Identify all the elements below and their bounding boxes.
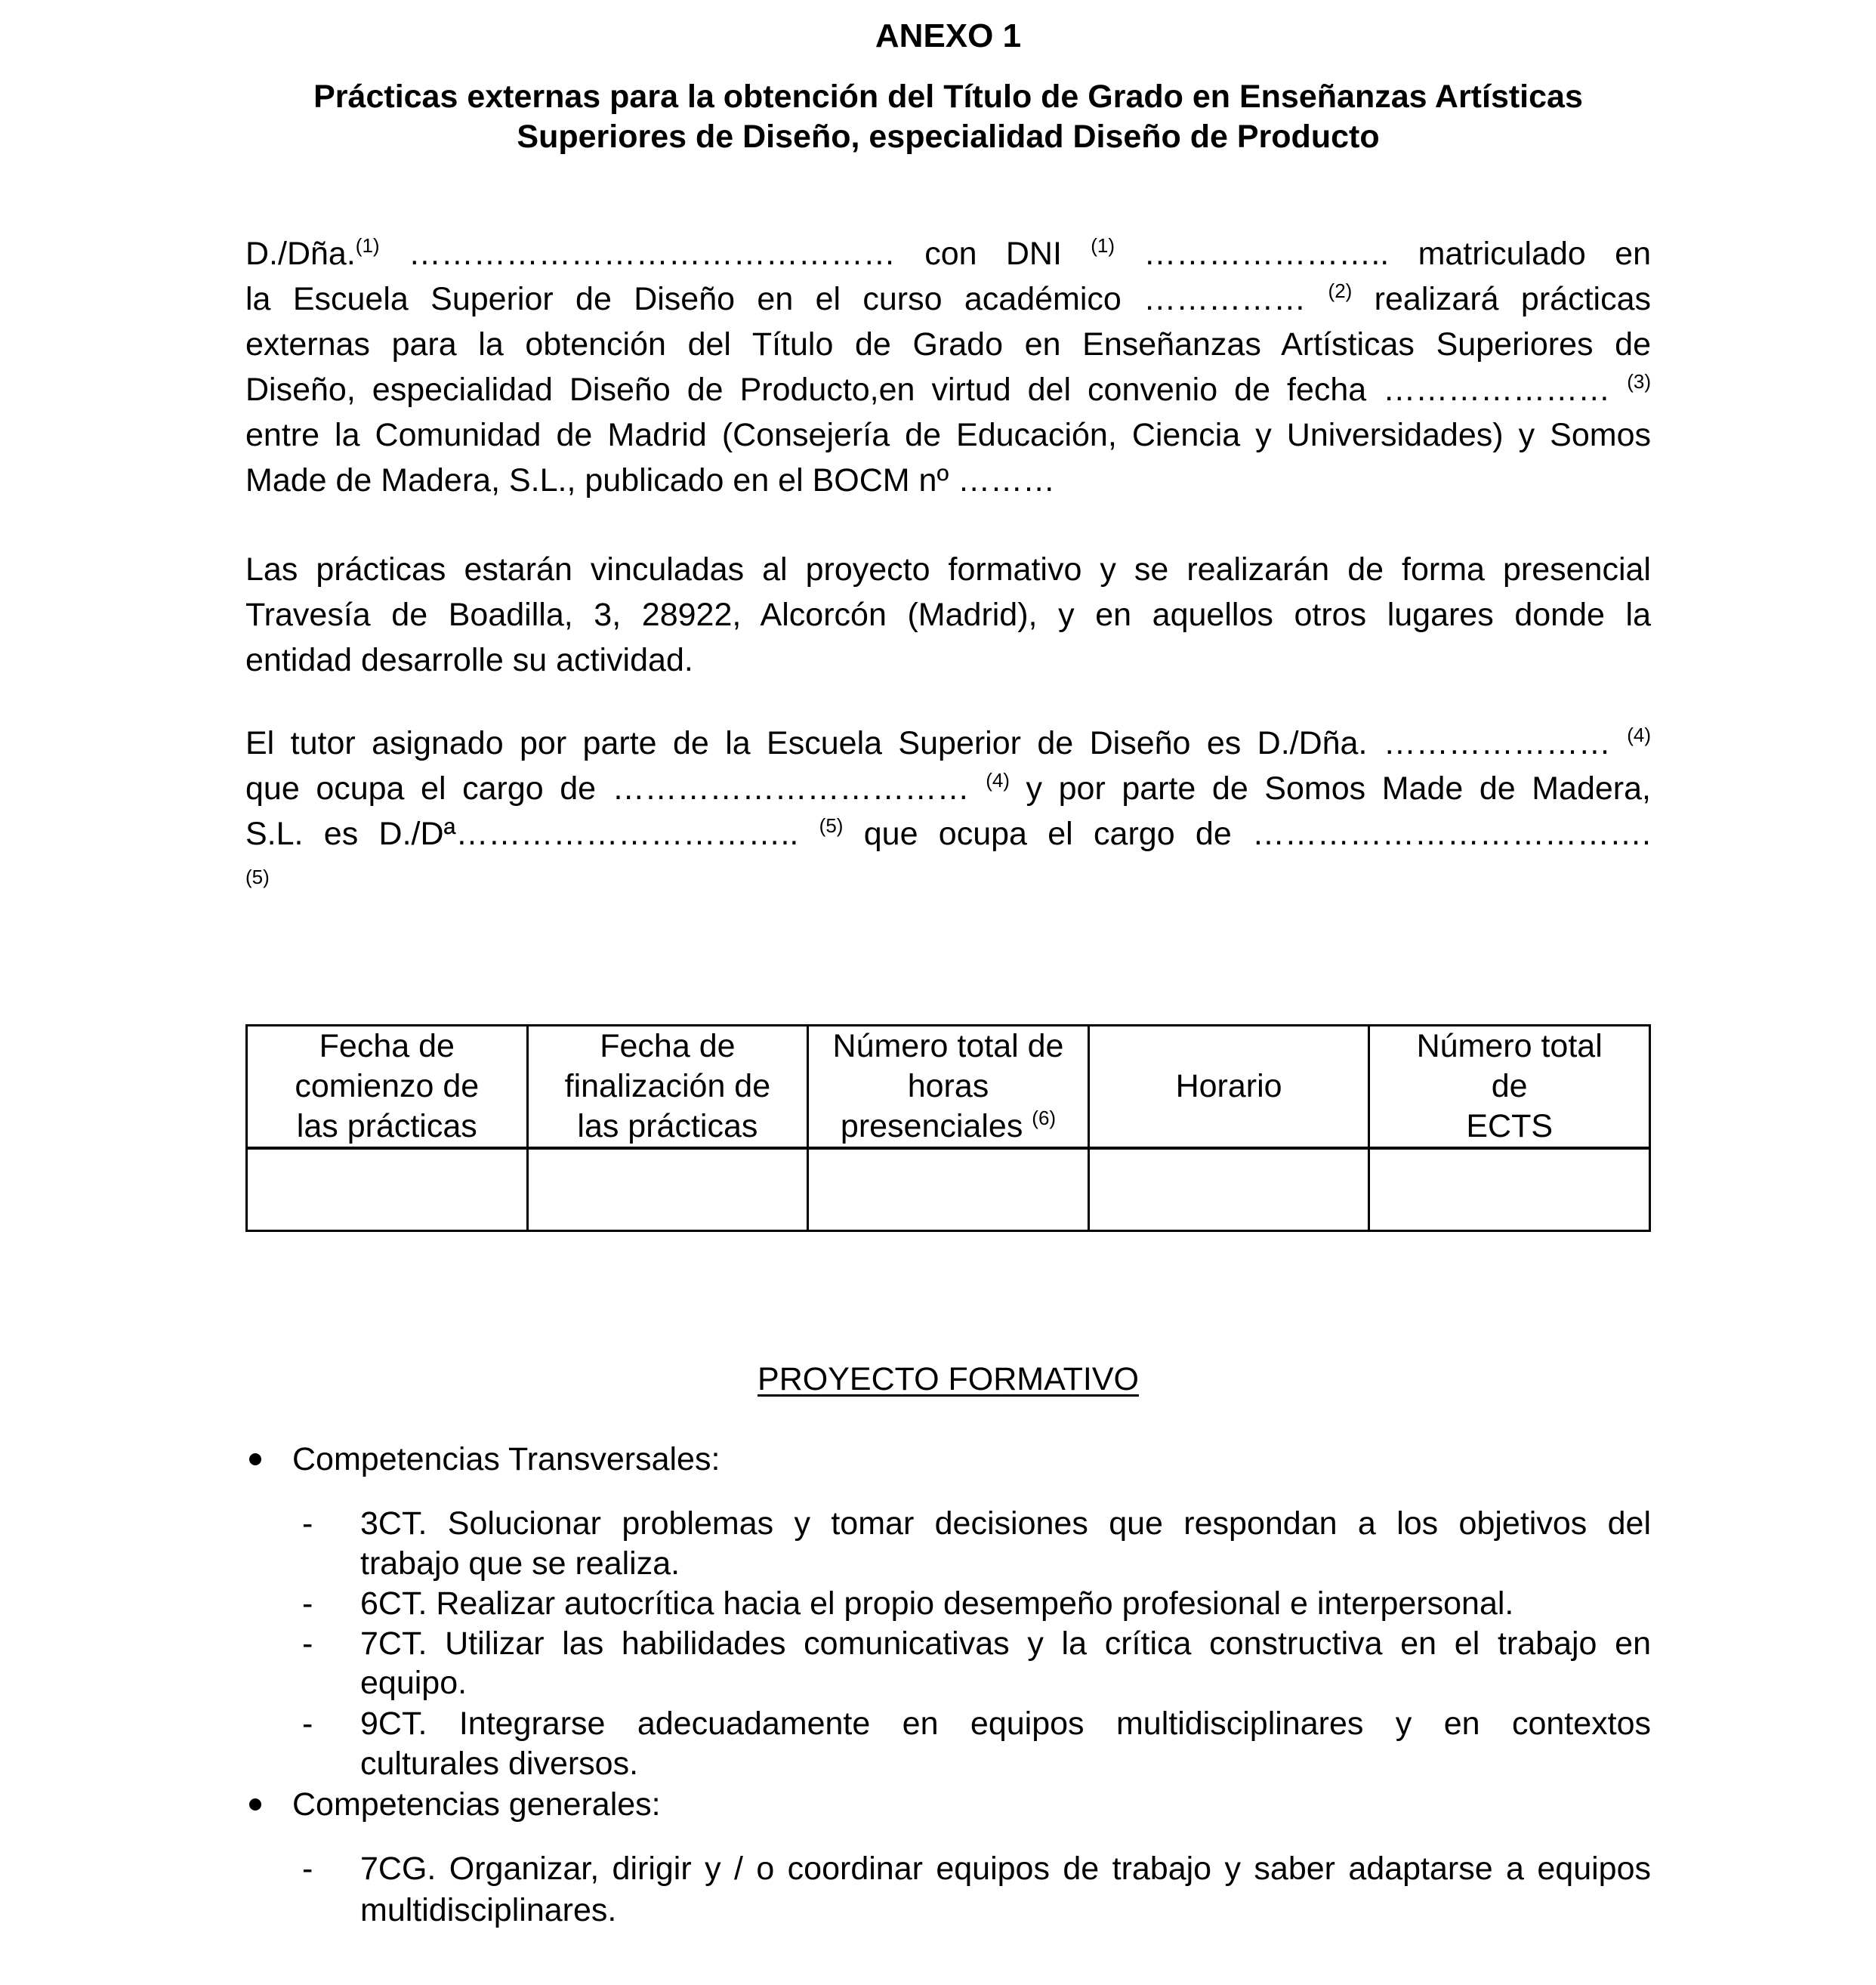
header-text: Número total bbox=[1416, 1028, 1603, 1064]
bocm-number-line: Made de Madera, S.L., publicado en el BOCM nº ……… bbox=[245, 462, 1056, 499]
footnote-ref: (2) bbox=[1328, 279, 1353, 302]
header-start-date bbox=[247, 1026, 528, 1149]
school-tutor-blank: El tutor asignado por parte de la Escuela Superior de Diseño es D./Dña. ………………… bbox=[245, 725, 1628, 761]
paragraph-line bbox=[245, 276, 1651, 322]
list-item-continuation: trabajo que se realiza. bbox=[360, 1545, 680, 1582]
text: D./Dña. bbox=[245, 236, 356, 272]
start-date-cell[interactable] bbox=[247, 1148, 528, 1231]
text: y por parte de Somos Made de Madera, bbox=[1009, 770, 1651, 807]
dash-icon: - bbox=[302, 1625, 313, 1662]
list-item: 6CT. Realizar autocrítica hacia el propio desempeño profesional e interpersonal. bbox=[360, 1585, 1514, 1622]
list-item: 7CG. Organizar, dirigir y / o coordinar equipos de trabajo y saber adaptarse a equipos bbox=[360, 1851, 1651, 1887]
header-text: Horario bbox=[1175, 1068, 1282, 1104]
table-row bbox=[247, 1148, 1650, 1231]
footnote-ref: (1) bbox=[355, 234, 380, 257]
header-text: Número total de bbox=[832, 1028, 1064, 1064]
header-text: de bbox=[1491, 1068, 1528, 1104]
list-item-continuation: equipo. bbox=[360, 1665, 467, 1701]
academic-year-blank: la Escuela Superior de Diseño en el curso académico …………… bbox=[245, 281, 1328, 317]
internship-details-table bbox=[245, 1024, 1651, 1232]
paragraph-line bbox=[245, 811, 1651, 857]
document-subtitle-line-1: Prácticas externas para la obtención del Título de Grado en Enseñanzas Artísticas bbox=[313, 79, 1583, 115]
footnote-ref: (4) bbox=[1627, 724, 1651, 746]
dash-icon: - bbox=[302, 1851, 313, 1887]
paragraph-line: entidad desarrolle su actividad. bbox=[245, 642, 693, 678]
dni-blank: ………………….. matriculado en bbox=[1115, 236, 1651, 272]
school-tutor-role-blank: que ocupa el cargo de …………………………… bbox=[245, 770, 986, 807]
section-heading: PROYECTO FORMATIVO bbox=[757, 1361, 1139, 1397]
agreement-date-blank: Diseño, especialidad Diseño de Producto,en virtud del convenio de fecha ………………… bbox=[245, 372, 1628, 408]
paragraph-line: Travesía de Boadilla, 3, 28922, Alcorcón (Madrid), y en aquellos otros lugares donde la bbox=[245, 597, 1651, 633]
bullet-icon bbox=[249, 1798, 261, 1811]
list-item-continuation: culturales diversos. bbox=[360, 1746, 639, 1782]
table-header-row bbox=[247, 1026, 1650, 1149]
paragraph-line bbox=[245, 766, 1651, 811]
footnote-ref: (3) bbox=[1627, 370, 1651, 393]
footnote-ref: (5) bbox=[819, 814, 844, 837]
paragraph-line bbox=[245, 721, 1651, 766]
bullet-icon bbox=[249, 1453, 261, 1465]
student-name-blank: ……………………………………… con DNI bbox=[379, 236, 1091, 272]
total-ects-cell[interactable] bbox=[1369, 1148, 1650, 1231]
paragraph-line: Las prácticas estarán vinculadas al proyecto formativo y se realizarán de forma presencial bbox=[245, 551, 1651, 588]
company-tutor-role-blank: que ocupa el cargo de ………………………………. bbox=[843, 816, 1652, 852]
paragraph-line bbox=[245, 367, 1651, 412]
section-label: Competencias generales: bbox=[292, 1786, 661, 1823]
header-text: presenciales bbox=[840, 1108, 1023, 1144]
end-date-cell[interactable] bbox=[527, 1148, 808, 1231]
annex-title: ANEXO 1 bbox=[875, 17, 1022, 54]
footnote-ref: (1) bbox=[1091, 234, 1115, 257]
footnote-ref: (4) bbox=[986, 769, 1010, 792]
header-total-hours bbox=[808, 1026, 1089, 1149]
document-subtitle-line-2: Superiores de Diseño, especialidad Diseño de Producto bbox=[517, 119, 1380, 155]
dash-icon: - bbox=[302, 1585, 313, 1622]
section-label: Competencias Transversales: bbox=[292, 1441, 720, 1477]
paragraph-line: externas para la obtención del Título de Grado en Enseñanzas Artísticas Superiores de bbox=[245, 326, 1651, 363]
header-text: Fecha de bbox=[600, 1028, 736, 1064]
footnote-ref: (6) bbox=[1032, 1107, 1057, 1129]
dash-icon: - bbox=[302, 1706, 313, 1742]
header-schedule bbox=[1088, 1026, 1369, 1149]
dash-icon: - bbox=[302, 1505, 313, 1542]
list-item-continuation: multidisciplinares. bbox=[360, 1892, 617, 1928]
header-text: las prácticas bbox=[296, 1108, 477, 1144]
text: realizará prácticas bbox=[1352, 281, 1651, 317]
total-hours-cell[interactable] bbox=[808, 1148, 1089, 1231]
list-item: 7CT. Utilizar las habilidades comunicativas y la crítica constructiva en el trabajo en bbox=[360, 1625, 1651, 1662]
paragraph-line: entre la Comunidad de Madrid (Consejería de Educación, Ciencia y Universidades) y Somos bbox=[245, 417, 1651, 453]
schedule-cell[interactable] bbox=[1088, 1148, 1369, 1231]
header-total-ects bbox=[1369, 1026, 1650, 1149]
company-tutor-blank: S.L. es D./Dª………………………….. bbox=[245, 816, 819, 852]
header-text: ECTS bbox=[1466, 1108, 1554, 1144]
header-text: comienzo de bbox=[295, 1068, 480, 1104]
paragraph-line bbox=[245, 231, 1651, 276]
list-item: 3CT. Solucionar problemas y tomar decisiones que respondan a los objetivos del bbox=[360, 1505, 1651, 1542]
header-end-date bbox=[527, 1026, 808, 1149]
header-text: las prácticas bbox=[577, 1108, 758, 1144]
header-text: Fecha de bbox=[319, 1028, 455, 1064]
list-item: 9CT. Integrarse adecuadamente en equipos multidisciplinares y en contextos bbox=[360, 1706, 1651, 1742]
footnote-ref: (5) bbox=[245, 866, 270, 888]
header-text: horas bbox=[907, 1068, 989, 1104]
header-text: finalización de bbox=[564, 1068, 771, 1104]
